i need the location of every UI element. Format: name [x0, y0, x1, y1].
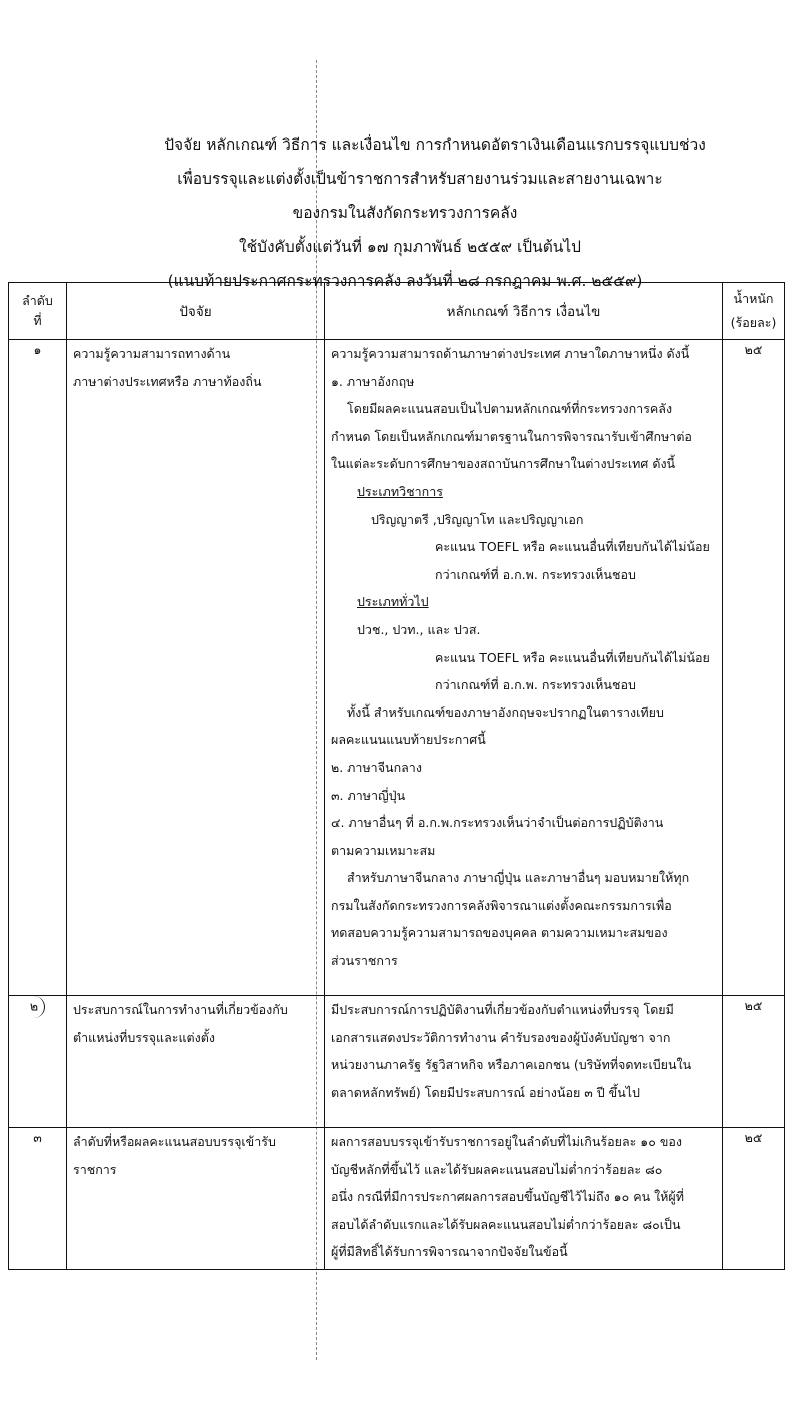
header-title-line3: ของกรมในสังกัดกระทรวงการคลัง	[292, 204, 518, 222]
criteria-line: ผลคะแนนแนบท้ายประกาศนี้	[331, 732, 486, 748]
criteria-line: ปริญญาตรี ,ปริญญาโท และปริญญาเอก	[371, 511, 584, 527]
row-factor-line2: ราชการ	[73, 1162, 117, 1177]
criteria-line: กว่าเกณฑ์ที่ อ.ก.พ. กระทรวงเห็นชอบ	[435, 566, 636, 582]
criteria-line: เอกสารแสดงประวัติการทำงาน คำรับรองของผู้บังคับบัญชา จาก	[331, 1029, 671, 1045]
criteria-line: อนึ่ง กรณีที่มีการประกาศผลการสอบขึ้นบัญชีไว้ไม่ถึง ๑๐ คน ให้ผู้ที่	[331, 1189, 684, 1205]
row-no: ๓	[9, 1128, 67, 1270]
row-factor	[67, 1128, 325, 1270]
col-header-factor: ปัจจัย	[67, 283, 325, 340]
criteria-subheading: ประเภทวิชาการ	[357, 483, 443, 499]
criteria-line: ตลาดหลักทรัพย์) โดยมีประสบการณ์ อย่างน้อย ๓ ปี ขึ้นไป	[331, 1084, 640, 1100]
criteria-line: ตามความเหมาะสม	[331, 842, 436, 858]
table-row	[9, 1128, 785, 1270]
row-weight: ๒๕	[723, 1128, 785, 1270]
criteria-line: สอบได้ลำดับแรกและได้รับผลคะแนนสอบไม่ต่ำกว่าร้อยละ ๘๐เป็น	[331, 1216, 681, 1232]
row-factor-line2: ตำแหน่งที่บรรจุและแต่งตั้ง	[73, 1030, 215, 1045]
header-title-line2: เพื่อบรรจุและแต่งตั้งเป็นข้าราชการสำหรับสายงานร่วมและสายงานเฉพาะ	[177, 170, 663, 188]
criteria-line: ความรู้ความสามารถด้านภาษาต่างประเทศ ภาษาใดภาษาหนึ่ง ดังนี้	[331, 346, 690, 361]
col-header-no	[9, 283, 67, 340]
criteria-line: สำหรับภาษาจีนกลาง ภาษาญี่ปุ่น และภาษาอื่นๆ มอบหมายให้ทุก	[347, 870, 690, 886]
criteria-line: ทดสอบความรู้ความสามารถของบุคคล ตามความเหมาะสมของ	[331, 925, 668, 941]
col-header-weight	[723, 283, 785, 340]
row-no	[9, 996, 67, 1128]
header-attachment-note: (แนบท้ายประกาศกระทรวงการคลัง ลงวันที่ ๒๘ กรกฎาคม พ.ศ. ๒๕๕๙)	[167, 272, 643, 290]
row-weight: ๒๕	[723, 996, 785, 1128]
table-row	[9, 340, 785, 996]
col-header-no-line2: ที่	[33, 313, 42, 328]
row-weight: ๒๕	[723, 340, 785, 996]
criteria-line: ๓. ภาษาญี่ปุ่น	[331, 787, 406, 803]
row-factor	[67, 996, 325, 1128]
col-header-criteria: หลักเกณฑ์ วิธีการ เงื่อนไข	[325, 283, 723, 340]
header-title-line1: ปัจจัย หลักเกณฑ์ วิธีการ และเงื่อนไข การกำหนดอัตราเงินเดือนแรกบรรจุแบบช่วง	[164, 136, 706, 154]
criteria-line: ส่วนราชการ	[331, 953, 398, 969]
row-criteria	[325, 1128, 723, 1270]
criteria-line: บัญชีหลักที่ขึ้นไว้ และได้รับผลคะแนนสอบไม่ต่ำกว่าร้อยละ ๘๐	[331, 1161, 663, 1177]
criteria-line: ๑. ภาษาอังกฤษ	[331, 373, 415, 389]
criteria-line: ทั้งนี้ สำหรับเกณฑ์ของภาษาอังกฤษจะปรากฏในตารางเทียบ	[347, 704, 664, 720]
document-header	[0, 128, 800, 298]
criteria-line: ๒. ภาษาจีนกลาง	[331, 759, 422, 775]
criteria-line: กรมในสังกัดกระทรวงการคลังพิจารณาแต่งตั้งคณะกรรมการเพื่อ	[331, 897, 672, 913]
row-factor-line2: ภาษาต่างประเทศหรือ ภาษาท้องถิ่น	[73, 374, 262, 389]
header-effective-date: ใช้บังคับตั้งแต่วันที่ ๑๗ กุมภาพันธ์ ๒๕๕๙ เป็นต้นไป	[239, 238, 581, 256]
criteria-line: หน่วยงานภาครัฐ รัฐวิสาหกิจ หรือภาคเอกชน (บริษัทที่จดทะเบียนใน	[331, 1057, 692, 1073]
criteria-line: ในแต่ละระดับการศึกษาของสถาบันการศึกษาในต่างประเทศ ดังนี้	[331, 456, 676, 472]
criteria-line: ๔. ภาษาอื่นๆ ที่ อ.ก.พ.กระทรวงเห็นว่าจำเป็นต่อการปฏิบัติงาน	[331, 815, 664, 831]
criteria-line: โดยมีผลคะแนนสอบเป็นไปตามหลักเกณฑ์ที่กระทรวงการคลัง	[347, 401, 673, 417]
criteria-line: คะแนน TOEFL หรือ คะแนนอื่นที่เทียบกันได้ไม่น้อย	[435, 649, 710, 665]
criteria-line: กำหนด โดยเป็นหลักเกณฑ์มาตรฐานในการพิจารณารับเข้าศึกษาต่อ	[331, 428, 692, 444]
col-header-weight-line1: น้ำหนัก	[733, 291, 774, 306]
row-criteria	[325, 996, 723, 1128]
row-criteria	[325, 340, 723, 996]
row-no: ๑	[9, 340, 67, 996]
col-header-no-line1: ลำดับ	[22, 293, 53, 308]
row-factor-line1: ความรู้ความสามารถทางด้าน	[73, 346, 231, 361]
criteria-line: มีประสบการณ์การปฏิบัติงานที่เกี่ยวข้องกับตำแหน่งที่บรรจุ โดยมี	[331, 1002, 674, 1017]
table-row	[9, 996, 785, 1128]
criteria-line: ผลการสอบบรรจุเข้ารับราชการอยู่ในลำดับที่ไม่เกินร้อยละ ๑๐ ของ	[331, 1134, 682, 1149]
handwritten-mark	[18, 996, 45, 1018]
row-factor-line1: ประสบการณ์ในการทำงานที่เกี่ยวข้องกับ	[73, 1002, 288, 1017]
row-no-value: ๒	[29, 998, 39, 1014]
criteria-line: ปวช., ปวท., และ ปวส.	[357, 621, 481, 637]
criteria-table	[8, 282, 785, 1270]
criteria-line: กว่าเกณฑ์ที่ อ.ก.พ. กระทรวงเห็นชอบ	[435, 677, 636, 693]
row-factor	[67, 340, 325, 996]
col-header-weight-line2: (ร้อยละ)	[730, 315, 777, 330]
row-factor-line1: ลำดับที่หรือผลคะแนนสอบบรรจุเข้ารับ	[73, 1134, 276, 1149]
criteria-line: ผู้ที่มีสิทธิ์ได้รับการพิจารณาจากปัจจัยในข้อนี้	[331, 1244, 568, 1260]
criteria-line: คะแนน TOEFL หรือ คะแนนอื่นที่เทียบกันได้ไม่น้อย	[435, 539, 710, 555]
criteria-subheading: ประเภททั่วไป	[357, 594, 429, 610]
table-header-row	[9, 283, 785, 340]
